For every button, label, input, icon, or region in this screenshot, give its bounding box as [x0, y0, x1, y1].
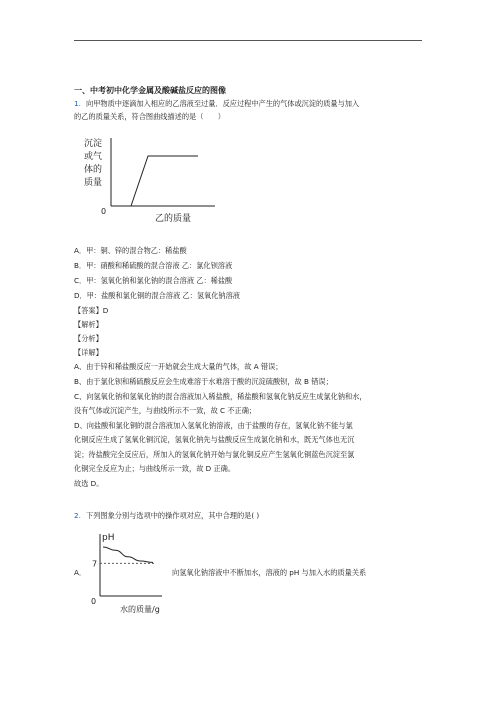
q1-detail-line: 化铜完全反应为止；与曲线所示一致，故 D 正确。 [74, 464, 236, 473]
q1-answer: 【答案】D [74, 306, 109, 315]
q1-option-d: D．甲：盐酸和氯化铜的混合溶液 乙：氢氧化钠溶液 [74, 291, 240, 300]
q1-ylabel-2: 或气 [84, 152, 103, 162]
q1-detail-line: 化铜反应生成了氢氧化铜沉淀，氢氧化钠先与盐酸反应生成氯化钠和水，既无气体也无沉 [74, 435, 355, 444]
q1-stem-line2: 的乙的质量关系，符合图曲线描述的是（ ） [74, 112, 225, 121]
q2-xlabel: 水的质量/g [120, 605, 160, 614]
q1-ylabel-4: 质量 [84, 178, 103, 188]
q1-xlabel: 乙的质量 [155, 214, 192, 224]
header-rule [74, 40, 422, 41]
q2-origin: 0 [91, 597, 97, 606]
q2-tick-7: 7 [92, 559, 98, 569]
q1-conclusion: 故选 D。 [74, 479, 104, 488]
q1-stem-line1: 向甲物质中逐滴加入相应的乙溶液至过量．反应过程中产生的气体或沉淀的质量与加入 [86, 99, 360, 108]
q1-curve [131, 156, 198, 206]
q2-number: 2. [74, 511, 81, 520]
q1-detail-line: D、向盐酸和氯化铜的混合溶液加入氢氧化钠溶液，由于盐酸的存在，氢氧化钠不能与氯 [74, 421, 353, 430]
q1-jiexi: 【解析】 [74, 320, 103, 329]
q2-ylabel: pH [102, 533, 115, 543]
q1-ylabel-3: 体的 [84, 165, 103, 175]
q1-xiangjie: 【详解】 [74, 348, 103, 357]
q1-detail-line: 淀；待盐酸完全反应后，所加入的氢氧化钠开始与氯化铜反应产生氢氧化铜蓝色沉淀至氯 [74, 450, 355, 459]
q2-stem: 下列图象分别与选项中的操作项对应，其中合理的是( ) [86, 511, 260, 520]
q1-detail-line: 没有气体或沉淀产生，与曲线所示不一致，故 C 不正确； [74, 406, 257, 415]
q1-detail-line: C、向氢氧化钠和氢氧化钠的混合溶液加入稀盐酸，稀盐酸和氢氧化钠反应生成氯化钠和水， [74, 392, 367, 401]
q1-graph [80, 130, 230, 230]
q2-option-a-label: A． [74, 568, 87, 577]
q1-origin: 0 [101, 207, 107, 216]
q1-option-b: B．甲：硝酸和稀硫酸的混合溶液 乙：氯化钡溶液 [74, 261, 233, 270]
q2-curve [103, 547, 153, 562]
q1-ylabel-1: 沉淀 [84, 139, 103, 149]
q1-detail-line: A、由于锌和稀盐酸反应一开始就会生成大量的气体，故 A 错误； [74, 362, 283, 371]
section-title: 一、中考初中化学金属及酸碱盐反应的图像 [74, 86, 226, 95]
q2-graph [88, 528, 170, 618]
q1-number: 1. [74, 99, 81, 108]
q1-fenxi: 【分析】 [74, 334, 103, 343]
q2-option-a-text: 向氢氧化钠溶液中不断加水，溶液的 pH 与加入水的质量关系 [172, 568, 367, 577]
q1-detail-line: B、由于氯化钡和稀硫酸反应会生成难溶于水难溶于酸的沉淀硫酸钡，故 B 错误； [74, 377, 333, 386]
q1-option-a: A．甲：铜、锌的混合物乙：稀盐酸 [74, 246, 187, 255]
q1-option-c: C．甲：氢氧化钠和氯化钠的混合溶液 乙：稀盐酸 [74, 276, 233, 285]
